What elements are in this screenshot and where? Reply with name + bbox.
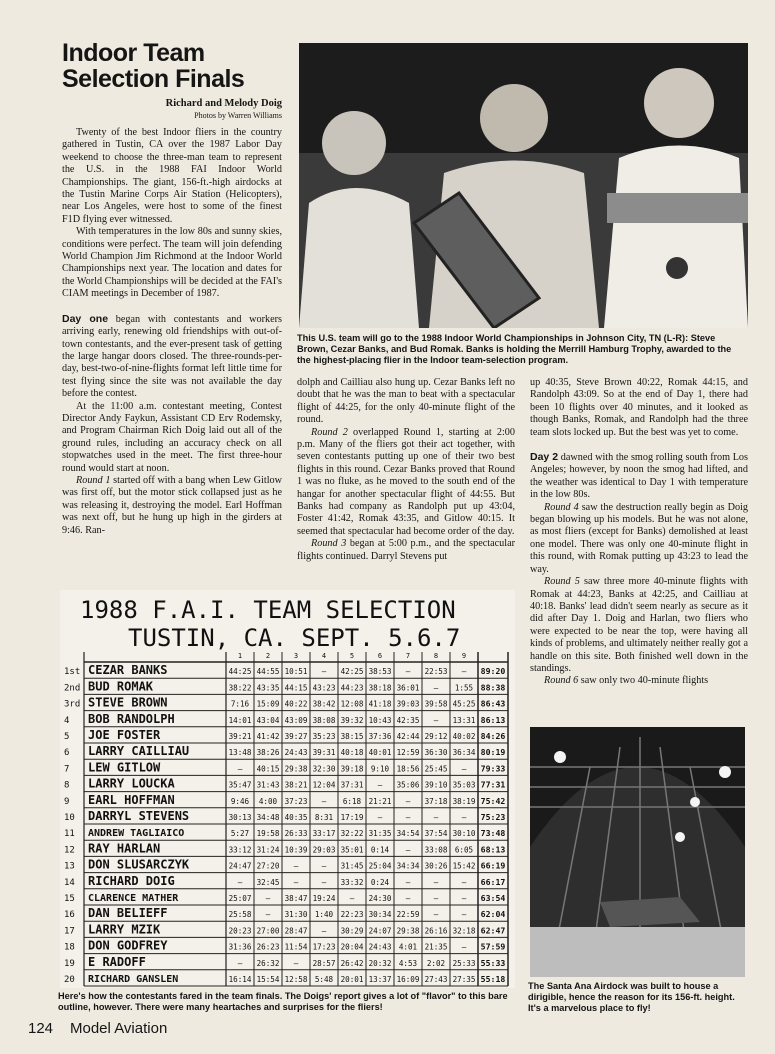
text-column-3 <box>530 377 748 688</box>
round-header: 4 <box>321 652 327 660</box>
chart-caption: Here's how the contestants fared in the team finals. The Doigs' report gives a lot of "flavor" to this bare outline, however. There were many heartaches and surprises for the fliers! <box>58 991 508 1012</box>
flight-time: 31:35 <box>368 829 392 839</box>
lead-in: Day 2 <box>530 451 559 464</box>
flight-time: 13:31 <box>452 715 476 725</box>
team-photo <box>299 43 748 328</box>
lead-in: Round 1 <box>76 474 111 486</box>
paragraph: Round 1 started off with a bang when Lew Gitlow was first off, but the motor stick collapsed just as he was releasing it, destroying the model. Earl Hoffman was next off, but he hung up high in the girders at 9:46. Ran- <box>62 474 282 536</box>
flight-time: 33:12 <box>228 845 252 855</box>
flight-time: 19:58 <box>256 829 280 839</box>
flight-time: 14:01 <box>228 715 252 725</box>
flight-time: 6:05 <box>454 845 474 855</box>
flight-time: 9:10 <box>370 764 390 774</box>
flight-time: 27:43 <box>424 975 448 984</box>
flight-time: 35:06 <box>396 780 420 790</box>
round-header: 6 <box>377 652 383 660</box>
flight-time: — <box>405 845 411 855</box>
flight-time: — <box>265 910 271 920</box>
airdock-photo-illustration <box>530 727 745 977</box>
place-label: 14 <box>64 877 75 888</box>
flight-time: 30:34 <box>368 910 392 920</box>
flight-time: 19:24 <box>312 894 336 903</box>
flight-time: — <box>321 796 327 806</box>
flight-time: 12:08 <box>340 699 364 709</box>
flight-time: — <box>433 894 439 903</box>
flight-time: 6:18 <box>342 796 362 806</box>
contestant-name: ANDREW TAGLIAICO <box>88 828 185 840</box>
contestant-name: DON SLUSARCZYK <box>88 857 190 872</box>
flight-time: 25:45 <box>424 764 448 774</box>
round-header: 7 <box>405 652 411 660</box>
magazine-name: Model Aviation <box>70 1020 168 1037</box>
flight-time: 22:59 <box>396 910 420 920</box>
flight-time: 27:35 <box>452 975 476 984</box>
flight-time: 45:25 <box>452 699 476 709</box>
flight-time: 38:15 <box>340 732 364 741</box>
flight-time: 4:00 <box>258 796 278 806</box>
flight-time: 35:23 <box>312 732 336 741</box>
flight-time: 10:51 <box>284 667 308 677</box>
paragraph: Round 6 saw only two 40-minute flights <box>544 675 709 687</box>
flight-time: 22:53 <box>424 667 448 677</box>
paragraph: Round 5 saw three more 40-minute flights with Romak at 44:23, Banks at 42:25, and Cailliau at 40:18. Banks' lead didn't seem nearly as secure as it did after Day 1. Doig and Harlan, two fliers who were expected to be near the top, were having all kinds of problems, and ultimately neither really got a handle on this site. Both finished well down in the standings. <box>530 576 748 674</box>
contestant-name: RAY HARLAN <box>88 841 161 856</box>
team-photo-illustration <box>299 43 748 328</box>
lead-in: Day one <box>62 312 109 325</box>
total-time: 86:13 <box>480 714 506 725</box>
flight-time: 12:04 <box>312 780 336 790</box>
flight-time: 4:53 <box>398 958 418 968</box>
flight-time: — <box>433 877 439 887</box>
flight-time: — <box>461 764 467 774</box>
flight-time: — <box>461 813 467 822</box>
chart-title-line-2: TUSTIN, CA. SEPT. 5.6.7 <box>128 624 461 652</box>
place-label: 6 <box>64 748 70 759</box>
flight-time: 1:55 <box>454 683 474 693</box>
flight-time: 34:48 <box>256 813 280 822</box>
flight-time: 26:32 <box>256 958 280 968</box>
contestant-name: LARRY LOUCKA <box>88 776 175 791</box>
place-label: 11 <box>64 829 75 840</box>
text-column-2 <box>297 377 515 563</box>
flight-time: 8:31 <box>314 813 334 822</box>
flight-time: 26:42 <box>340 958 364 968</box>
flight-time: 4:01 <box>398 942 418 952</box>
flight-time: — <box>293 861 299 871</box>
place-label: 13 <box>64 861 75 872</box>
place-label: 3rd <box>64 699 81 710</box>
flight-time: 37:18 <box>424 796 448 806</box>
place-label: 1st <box>64 667 81 678</box>
flight-time: 27:20 <box>256 861 280 871</box>
flight-time: — <box>377 813 383 822</box>
total-time: 66:17 <box>480 876 506 887</box>
flight-time: 30:26 <box>424 861 448 871</box>
flight-time: 27:00 <box>256 926 280 936</box>
flight-time: 11:54 <box>284 942 308 952</box>
flight-time: 21:21 <box>368 796 392 806</box>
flight-time: 17:23 <box>312 942 336 952</box>
total-time: 68:13 <box>480 844 506 855</box>
flight-time: 37:54 <box>424 829 448 839</box>
flight-time: 17:19 <box>340 813 364 822</box>
paragraph: Day 2 dawned with the smog rolling south from Los Angeles; however, by noon the smog had lifted, and the weather was identical to Day 1 with temperature in the low 80s. <box>530 451 748 501</box>
flight-time: — <box>461 894 467 903</box>
airdock-photo <box>530 727 745 977</box>
flight-time: 15:09 <box>256 699 280 709</box>
flight-time: 38:22 <box>228 683 252 693</box>
contestant-name: E RADOFF <box>88 954 146 969</box>
place-label: 10 <box>64 813 75 823</box>
flight-time: 39:03 <box>396 699 420 709</box>
flight-time: 25:58 <box>228 910 252 920</box>
flight-time: 40:15 <box>256 764 280 774</box>
total-time: 80:19 <box>480 747 506 758</box>
paragraph: Round 2 overlapped Round 1, starting at 2:00 p.m. Many of the fliers got their act together, with seven contestants putting up one of their two best flights in this round. Cezar Banks proved that Round 1 was no fluke, as he moved to the south end of the hangar for another spectacular flight of 44:55. But Banks had company as Randolph put up 43:04, Foster 41:42, Romak 43:35, and Gitlow 40:15. It seemed that spectacular had become order of the day. <box>297 426 515 537</box>
flight-time: 12:58 <box>284 975 308 984</box>
flight-time: 42:25 <box>340 667 364 677</box>
flight-time: — <box>461 877 467 887</box>
flight-time: — <box>461 910 467 920</box>
results-chart <box>60 590 515 988</box>
flight-time: 18:56 <box>396 764 420 774</box>
article-authors: Richard and Melody Doig <box>165 98 282 109</box>
flight-time: 36:30 <box>424 748 448 758</box>
place-label: 17 <box>64 926 75 937</box>
flight-time: 29:38 <box>284 764 308 774</box>
flight-time: 41:18 <box>368 699 392 709</box>
flight-time: 20:23 <box>228 926 252 936</box>
round-header: 5 <box>349 652 355 660</box>
flight-time: 34:34 <box>396 861 420 871</box>
flight-time: 39:21 <box>228 732 252 741</box>
flight-time: 31:43 <box>256 780 280 790</box>
total-time: 79:33 <box>480 763 506 774</box>
total-time: 86:43 <box>480 698 506 709</box>
flight-time: 43:09 <box>284 715 308 725</box>
flight-time: 43:35 <box>256 683 280 693</box>
flight-time: — <box>377 780 383 790</box>
flight-time: 34:54 <box>396 829 420 839</box>
flight-time: — <box>405 667 411 677</box>
flight-time: 20:01 <box>340 975 364 984</box>
flight-time: 38:21 <box>284 780 308 790</box>
flight-time: 37:36 <box>368 732 392 741</box>
flight-time: 40:02 <box>452 732 476 741</box>
contestant-name: LEW GITLOW <box>88 760 161 775</box>
flight-time: 0:24 <box>370 877 390 887</box>
flight-time: 29:38 <box>396 926 420 936</box>
flight-time: 29:12 <box>424 732 448 741</box>
flight-time: 38:26 <box>256 748 280 758</box>
place-label: 16 <box>64 910 75 921</box>
flight-time: 40:01 <box>368 748 392 758</box>
flight-time: 0:14 <box>370 845 390 855</box>
flight-time: — <box>321 877 327 887</box>
contestant-name: DON GODFREY <box>88 938 168 953</box>
flight-time: 30:13 <box>228 813 252 822</box>
flight-time: 13:37 <box>368 975 392 984</box>
flight-time: 37:31 <box>340 780 364 790</box>
flight-time: 5:27 <box>230 829 250 839</box>
round-header: 2 <box>265 652 271 660</box>
total-time: 55:18 <box>480 974 506 984</box>
total-time: 66:19 <box>480 860 506 871</box>
flight-time: 30:10 <box>452 829 476 839</box>
paragraph: Twenty of the best Indoor fliers in the country gathered in Tustin, CA over the 1987 Labor Day weekend to choose the three-man team to represent the U.S. in the 1988 FAI Indoor World Championships. The giant, 156-ft.-high airdocks at the Tustin Marine Corps Air Station (Helicopters), near Los Angeles, were host to some of the finest F1D flying ever witnessed. <box>62 127 282 225</box>
flight-time: 25:33 <box>452 958 476 968</box>
flight-time: — <box>237 958 243 968</box>
flight-time: 13:48 <box>228 748 252 758</box>
total-time: 63:54 <box>480 893 506 903</box>
flight-time: 35:47 <box>228 780 252 790</box>
flight-time: 22:23 <box>340 910 364 920</box>
paragraph: up 40:35, Steve Brown 40:22, Romak 44:15, and Randolph 43:09. So at the end of Day 1, there had been 10 flights over 40 minutes, and it looked as though Banks, Romak, and Randolph had the three team slots locked up. But the best was yet to come. <box>530 377 748 438</box>
flight-time: 39:58 <box>424 699 448 709</box>
flight-time: 40:22 <box>284 699 308 709</box>
flight-time: 32:18 <box>452 926 476 936</box>
flight-time: 10:39 <box>284 845 308 855</box>
round-header: 9 <box>461 652 467 660</box>
lead-in: Round 6 <box>544 675 579 687</box>
contestant-name: CEZAR BANKS <box>88 663 168 678</box>
flight-time: 31:36 <box>228 942 252 952</box>
total-time: 75:23 <box>480 812 506 822</box>
flight-time: 32:22 <box>340 829 364 839</box>
flight-time: 44:55 <box>256 667 280 677</box>
flight-time: — <box>405 796 411 806</box>
place-label: 2nd <box>64 683 81 694</box>
flight-time: — <box>405 894 411 903</box>
place-label: 18 <box>64 942 75 953</box>
article-title: Indoor Team Selection Finals <box>62 39 245 93</box>
flight-time: 33:32 <box>340 877 364 887</box>
round-header: 1 <box>237 652 243 660</box>
flight-time: 1:40 <box>314 910 334 920</box>
flight-time: 39:27 <box>284 732 308 741</box>
flight-time: 33:17 <box>312 829 336 839</box>
flight-time: 29:03 <box>312 845 336 855</box>
flight-time: — <box>293 958 299 968</box>
place-label: 15 <box>64 894 75 904</box>
place-label: 8 <box>64 780 70 791</box>
flight-time: — <box>461 667 467 677</box>
contestant-name: STEVE BROWN <box>88 695 168 710</box>
lead-in: Round 5 <box>544 576 580 588</box>
flight-time: 38:53 <box>368 667 392 677</box>
flight-time: 36:34 <box>452 748 476 758</box>
flight-time: 25:07 <box>228 894 252 903</box>
flight-time: 31:24 <box>256 845 280 855</box>
flight-time: 7:16 <box>230 699 250 709</box>
contestant-name: BOB RANDOLPH <box>88 711 175 726</box>
contestant-name: EARL HOFFMAN <box>88 792 175 807</box>
flight-time: 35:03 <box>452 780 476 790</box>
flight-time: — <box>433 910 439 920</box>
paragraph: Round 4 saw the destruction really begin as Doig began blowing up his models. But he was not alone, as most fliers (except for Banks) demolished at least one model. There was only one 40-minute flight in this round, with Romak putting up 43:23 to lead the way. <box>530 501 748 575</box>
flight-time: 30:29 <box>340 926 364 936</box>
flight-time: — <box>321 926 327 936</box>
flight-time: 31:30 <box>284 910 308 920</box>
results-table-svg <box>60 590 515 988</box>
place-label: 12 <box>64 845 75 856</box>
flight-time: 38:08 <box>312 715 336 725</box>
flight-time: 44:25 <box>228 667 252 677</box>
flight-time: 32:45 <box>256 877 280 887</box>
flight-time: 31:45 <box>340 861 364 871</box>
flight-time: 9:46 <box>230 796 250 806</box>
airdock-caption: The Santa Ana Airdock was built to house a dirigible, hence the reason for its 156-ft. height. It's a marvelous place to fly! <box>528 981 735 1013</box>
flight-time: 24:30 <box>368 894 392 903</box>
total-time: 89:20 <box>480 666 506 677</box>
total-time: 57:59 <box>480 941 506 952</box>
contestant-name: CLARENCE MATHER <box>88 893 179 904</box>
flight-time: 39:18 <box>340 764 364 774</box>
flight-time: — <box>237 764 243 774</box>
flight-time: 40:18 <box>340 748 364 758</box>
flight-time: 38:18 <box>368 683 392 693</box>
paragraph: Day one began with contestants and workers arriving early, renewing old friendships with out-of-town contestants, and the ever-present task of getting the large hangar doors closed. The three-rounds-per-day, best-two-of-nine-flights format left little time for test flying since the site was not available the day before the contest. <box>62 312 282 400</box>
place-label: 4 <box>64 715 70 726</box>
flight-time: 16:09 <box>396 975 420 984</box>
flight-time: 24:07 <box>368 926 392 936</box>
flight-time: 5:48 <box>314 975 334 984</box>
place-label: 20 <box>64 975 75 985</box>
flight-time: — <box>461 942 467 952</box>
flight-time: — <box>433 813 439 822</box>
paragraph: At the 11:00 a.m. contestant meeting, Contest Director Andy Faykun, Assistant CD Erv Rodemsky, and Program Chairman Rich Doig laid out all of the ground rules, including an accuracy check on all stopwatches used in the meet. The first three-hour round would start at noon. <box>62 400 282 474</box>
contestant-name: BUD ROMAK <box>88 679 154 694</box>
flight-time: 44:15 <box>284 683 308 693</box>
photo-caption: This U.S. team will go to the 1988 Indoor World Championships in Johnson City, TN (L-R): Steve Brown, Cezar Banks, and Bud Romak. Banks is holding the Merrill Hamburg Trophy, awarded to the the highest-placing flier in the Indoor team-selection program. <box>297 333 732 365</box>
flight-time: 26:33 <box>284 829 308 839</box>
flight-time: 43:04 <box>256 715 280 725</box>
paragraph: With temperatures in the low 80s and sunny skies, conditions were perfect. The team will join defending World Champion Jim Richmond at the Indoor World Championships next year. The location and dates for the World Championships will be decided at the FAI's CIAM meetings in December of 1987. <box>62 226 282 300</box>
flight-time: 26:16 <box>424 926 448 936</box>
contestant-name: DAN BELIEFF <box>88 906 168 921</box>
total-time: 75:42 <box>480 795 506 806</box>
total-time: 55:33 <box>480 957 506 968</box>
flight-time: 43:23 <box>312 683 336 693</box>
round-header: 8 <box>433 652 439 660</box>
flight-time: — <box>265 894 271 903</box>
flight-time: 20:04 <box>340 942 364 952</box>
lead-in: Round 2 <box>311 426 348 438</box>
flight-time: 10:43 <box>368 715 392 725</box>
round-header: 3 <box>293 652 299 660</box>
contestant-name: JOE FOSTER <box>88 728 161 742</box>
lead-in: Round 4 <box>544 501 579 513</box>
flight-time: — <box>293 877 299 887</box>
flight-time: — <box>433 715 439 725</box>
contestant-name: RICHARD DOIG <box>88 873 175 888</box>
flight-time: 37:23 <box>284 796 308 806</box>
place-label: 5 <box>64 732 70 742</box>
flight-time: 16:14 <box>228 975 252 984</box>
flight-time: 38:19 <box>452 796 476 806</box>
flight-time: 15:54 <box>256 975 280 984</box>
flight-time: 42:44 <box>396 732 420 741</box>
contestant-name: LARRY MZIK <box>88 922 161 937</box>
flight-time: 24:43 <box>368 942 392 952</box>
page-number: 124 <box>28 1020 54 1037</box>
chart-title-line-1: 1988 F.A.I. TEAM SELECTION <box>80 596 456 624</box>
flight-time: 24:47 <box>228 861 252 871</box>
flight-time: 21:35 <box>424 942 448 952</box>
flight-time: 24:43 <box>284 748 308 758</box>
flight-time: 12:59 <box>396 748 420 758</box>
flight-time: 39:32 <box>340 715 364 725</box>
flight-time: 41:42 <box>256 732 280 741</box>
place-label: 9 <box>64 796 70 807</box>
flight-time: 28:57 <box>312 958 336 968</box>
flight-time: 2:02 <box>426 958 446 968</box>
contestant-name: RICHARD GANSLEN <box>88 974 179 985</box>
flight-time: — <box>405 813 411 822</box>
flight-time: 40:35 <box>284 813 308 822</box>
contestant-name: DARRYL STEVENS <box>88 809 190 823</box>
flight-time: — <box>321 861 327 871</box>
flight-time: — <box>405 877 411 887</box>
lead-in: Round 3 <box>311 538 347 550</box>
flight-time: 33:08 <box>424 845 448 855</box>
flight-time: 36:01 <box>396 683 420 693</box>
flight-time: 28:47 <box>284 926 308 936</box>
place-label: 19 <box>64 958 75 969</box>
place-label: 7 <box>64 764 70 775</box>
total-time: 84:26 <box>480 731 506 741</box>
flight-time: 26:23 <box>256 942 280 952</box>
total-time: 77:31 <box>480 779 506 790</box>
text-column-1 <box>62 127 282 537</box>
total-time: 62:47 <box>480 925 506 936</box>
total-time: 62:04 <box>480 909 506 920</box>
flight-time: 44:23 <box>340 683 364 693</box>
total-time: 73:48 <box>480 828 506 839</box>
flight-time: 42:35 <box>396 715 420 725</box>
flight-time: — <box>433 683 439 693</box>
flight-time: 32:30 <box>312 764 336 774</box>
paragraph: Round 3 began at 5:00 p.m., and the spectacular flights continued. Darryl Stevens put <box>297 538 515 562</box>
flight-time: 39:10 <box>424 780 448 790</box>
total-time: 88:38 <box>480 682 506 693</box>
flight-time: 35:01 <box>340 845 364 855</box>
flight-time: 38:42 <box>312 699 336 709</box>
flight-time: 38:47 <box>284 894 308 903</box>
flight-time: 39:31 <box>312 748 336 758</box>
photo-credit: Photos by Warren Williams <box>194 111 282 120</box>
flight-time: 15:42 <box>452 861 476 871</box>
contestant-name: LARRY CAILLIAU <box>88 744 190 759</box>
flight-time: 25:04 <box>368 861 392 871</box>
paragraph: dolph and Cailliau also hung up. Cezar Banks left no doubt that he was the man to beat with a spectacular flight of 44:25, for the only 40-minute flight of the round. <box>297 377 515 426</box>
flight-time: — <box>237 877 243 887</box>
flight-time: — <box>349 894 355 903</box>
flight-time: 20:32 <box>368 958 392 968</box>
flight-time: — <box>321 667 327 677</box>
